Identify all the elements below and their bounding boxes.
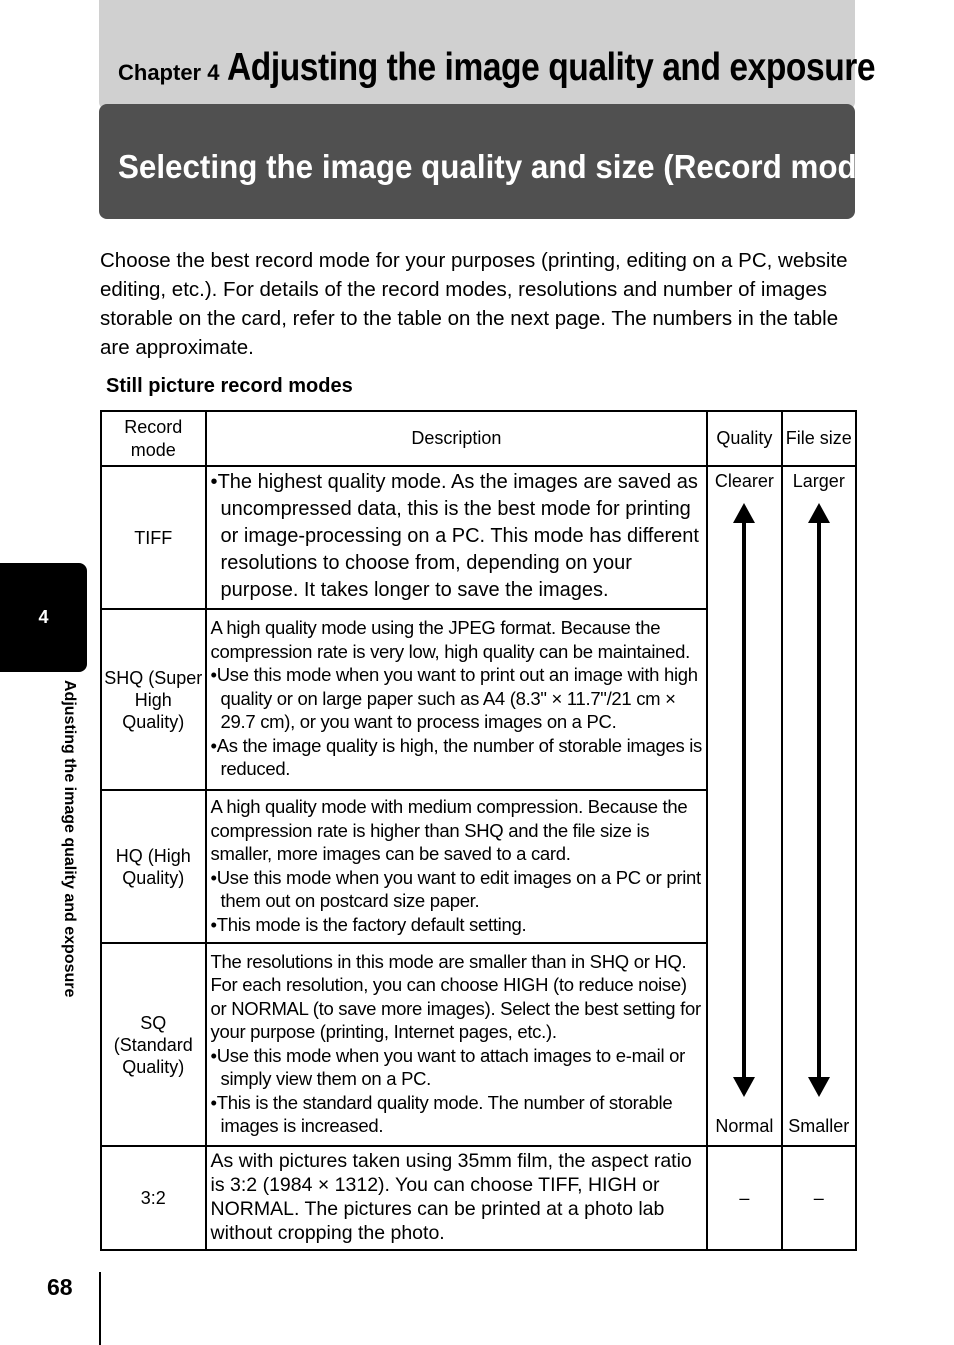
table-row-tiff (101, 466, 856, 609)
description-lead: A high quality mode using the JPEG format. Because the compression rate is very low, high quality can be maintained. (210, 617, 690, 662)
quality-bottom-label: Normal (715, 1116, 774, 1136)
quality-scale (707, 466, 781, 1146)
mode-name: TIFF (101, 466, 206, 609)
file-size-value: – (782, 1146, 856, 1250)
mode-name: 3:2 (101, 1146, 206, 1250)
description-lead: A high quality mode with medium compression. Because the compression rate is higher than SHQ and the file size is smaller, more images can be saved to a card. (210, 796, 688, 864)
mode-name: SHQ (Super High Quality) (101, 609, 206, 790)
section-title: Selecting the image quality and size (Record mode) (118, 148, 885, 185)
page-divider (99, 1272, 101, 1345)
mode-name: HQ (High Quality) (101, 790, 206, 943)
chapter-heading (118, 46, 954, 90)
description-bullet: •This is the standard quality mode. The number of storable images is increased. (210, 1091, 673, 1136)
table-row-3-2 (101, 1146, 856, 1250)
quality-value: – (707, 1146, 781, 1250)
mode-description (206, 790, 708, 943)
description-bullet: •Use this mode when you want to print out an image with high quality or on large paper such as A4 (8.3" × 11.7"/21 cm × 29.7 cm), or you want to process images on a PC. (210, 664, 698, 733)
description-bullet: •The highest quality mode. As the images are saved as uncompressed data, this is the best mode for printing or image-processing on a PC. This mode has different resolutions to choose from, depending on your purpose. It takes longer to save the images. (210, 471, 699, 601)
header-file-size: File size (782, 411, 856, 466)
page-number: 68 (47, 1274, 73, 1300)
chapter-title: Adjusting the image quality and exposure (227, 46, 876, 89)
description-bullet: •This mode is the factory default setting. (210, 913, 527, 935)
description-lead: The resolutions in this mode are smaller than in SHQ or HQ. For each resolution, you can choose HIGH (to reduce noise) or NORMAL (to save more images). Select the best setting for your purpose (printing, Internet pages, etc.). (210, 950, 701, 1042)
description-bullet: •Use this mode when you want to edit images on a PC or print them out on postcard size paper. (210, 866, 701, 911)
intro-paragraph: Choose the best record mode for your purposes (printing, editing on a PC, website editing, etc.). For details of the record modes, resolutions and number of images storable on the card, refer to the table on the next page. The numbers in the table are approximate. (100, 249, 848, 359)
description-bullet: •Use this mode when you want to attach images to e-mail or simply view them on a PC. (210, 1044, 685, 1089)
quality-top-label: Clearer (714, 471, 774, 491)
side-tab-number: 4 (38, 607, 49, 627)
header-quality: Quality (707, 411, 781, 466)
file-size-top-label: Larger (792, 471, 845, 491)
header-record-mode: Record mode (101, 411, 206, 466)
table-heading: Still picture record modes (106, 375, 353, 397)
mode-description: As with pictures taken using 35mm film, the aspect ratio is 3:2 (1984 × 1312). You can choose TIFF, HIGH or NORMAL. The pictures can be printed at a photo lab without cropping the photo. (206, 1146, 708, 1250)
header-description: Description (206, 411, 708, 466)
mode-description (206, 466, 708, 609)
description-bullet: •As the image quality is high, the number of storable images is reduced. (210, 734, 703, 780)
file-size-scale (782, 466, 856, 1146)
mode-name: SQ (Standard Quality) (101, 943, 206, 1146)
file-size-bottom-label: Smaller (788, 1116, 850, 1136)
chapter-label: Chapter 4 (118, 60, 220, 85)
table-header-row (101, 411, 856, 466)
mode-description (206, 609, 708, 790)
record-modes-table (100, 410, 857, 1251)
mode-description (206, 943, 708, 1146)
side-tab-text: Adjusting the image quality and exposure (61, 680, 78, 998)
